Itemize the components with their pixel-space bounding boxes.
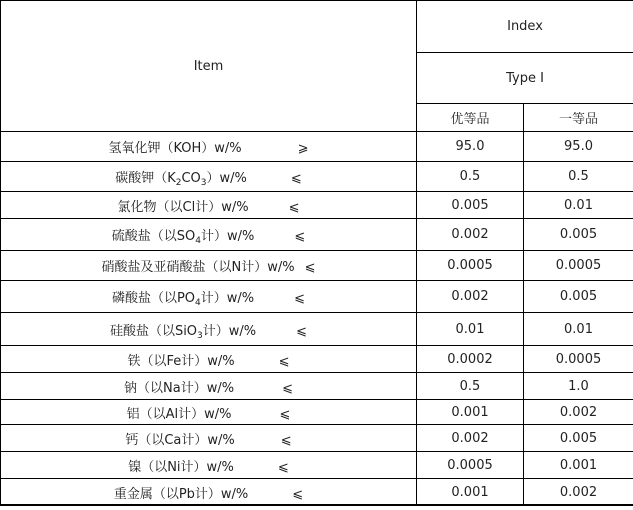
item-subscript: 3 (200, 178, 207, 188)
first-grade-value: 0.005 (524, 219, 633, 251)
item-name-text: CO (181, 171, 201, 186)
superior-grade-value: 0.001 (417, 400, 524, 425)
comparison-symbol: ⩽ (279, 406, 291, 422)
item-subscript: 4 (195, 236, 201, 246)
first-grade-value: 0.002 (524, 400, 633, 425)
item-name-text: 氯化物（以Cl计）w/% (117, 199, 249, 215)
superior-grade-value: 0.5 (417, 162, 524, 192)
superior-grade-value: 0.002 (417, 425, 524, 452)
item-cell (1, 219, 417, 251)
item-cell (1, 400, 417, 425)
first-grade-value: 1.0 (524, 373, 633, 400)
index-header: Index (417, 1, 633, 53)
item-name (118, 196, 300, 215)
comparison-symbol: ⩽ (304, 260, 316, 275)
item-name-text: 硝酸盐及亚硝酸盐（以N计）w/% (101, 260, 295, 275)
superior-grade-value: 0.002 (417, 281, 524, 313)
item-cell (1, 425, 417, 452)
superior-grade-value: 0.002 (417, 219, 524, 251)
item-cell (1, 251, 417, 281)
item-subscript: 4 (195, 298, 201, 308)
item-name-text: 镍（以Ni计）w/% (128, 459, 234, 475)
grade-first-header: 一等品 (524, 104, 633, 132)
first-grade-value: 0.5 (524, 162, 633, 192)
item-name-text: 铁（以Fe计）w/% (127, 353, 235, 369)
grade-superior-header: 优等品 (417, 104, 524, 132)
item-cell (1, 132, 417, 162)
superior-grade-value: 0.0005 (417, 251, 524, 281)
item-name-text: 计）w/% (200, 291, 255, 306)
item-subscript: 2 (175, 178, 182, 188)
superior-grade-value: 0.01 (417, 313, 524, 346)
item-name (112, 225, 306, 244)
first-grade-value: 0.002 (524, 479, 633, 506)
item-name-text: ）w/% (206, 171, 247, 186)
item-cell (1, 313, 417, 346)
table-row (1, 346, 633, 373)
table-row (1, 281, 633, 313)
table-row (1, 425, 633, 452)
item-name (110, 320, 307, 339)
item-name-text: 碳酸钾（K (115, 171, 176, 186)
item-cell (1, 281, 417, 313)
item-cell (1, 452, 417, 479)
comparison-symbol: ⩾ (297, 141, 309, 156)
item-header: Item (1, 1, 417, 132)
comparison-symbol: ⩽ (278, 353, 290, 369)
item-name-text: 计）w/% (202, 323, 257, 339)
item-name (125, 429, 291, 448)
table-row (1, 313, 633, 346)
superior-grade-value: 95.0 (417, 132, 524, 162)
item-name-text: 磷酸盐（以PO (111, 291, 196, 306)
superior-grade-value: 0.5 (417, 373, 524, 400)
first-grade-value: 0.001 (524, 452, 633, 479)
superior-grade-value: 0.001 (417, 479, 524, 506)
first-grade-value: 0.0005 (524, 346, 633, 373)
item-name (112, 287, 305, 306)
item-name-text: 氢氧化钾（KOH）w/% (108, 141, 242, 156)
item-name (114, 483, 303, 502)
table-row (1, 373, 633, 400)
table-row (1, 452, 633, 479)
item-cell (1, 346, 417, 373)
first-grade-value: 0.005 (524, 425, 633, 452)
item-name-text: 钠（以Na计）w/% (124, 380, 235, 396)
table-row (1, 400, 633, 425)
item-name (128, 456, 289, 475)
item-cell (1, 192, 417, 219)
comparison-symbol: ⩽ (294, 291, 306, 306)
item-name-text: 硫酸盐（以SO (111, 229, 196, 244)
comparison-symbol: ⩽ (294, 229, 306, 244)
table-row (1, 479, 633, 506)
item-name (102, 256, 316, 275)
comparison-symbol: ⩽ (290, 171, 302, 186)
item-name-text: 硅酸盐（以SiO (109, 323, 198, 339)
table-row (1, 162, 633, 192)
item-name-text: 重金属（以Pb计）w/% (113, 486, 249, 502)
item-cell (1, 373, 417, 400)
item-cell (1, 479, 417, 506)
table-bottom-rule (0, 504, 633, 505)
table-row (1, 251, 633, 281)
first-grade-value: 0.0005 (524, 251, 633, 281)
superior-grade-value: 0.005 (417, 192, 524, 219)
table-row (1, 219, 633, 251)
superior-grade-value: 0.0005 (417, 452, 524, 479)
item-name (124, 377, 293, 396)
table-row (1, 192, 633, 219)
superior-grade-value: 0.0002 (417, 346, 524, 373)
comparison-symbol: ⩽ (288, 199, 300, 215)
item-name-text: 计）w/% (200, 229, 255, 244)
comparison-symbol: ⩽ (296, 323, 308, 339)
table-row (1, 132, 633, 162)
item-name-text: 钙（以Ca计）w/% (125, 432, 235, 448)
type-header: Type Ⅰ (417, 53, 633, 104)
first-grade-value: 0.01 (524, 192, 633, 219)
item-name-text: 铝（以Al计）w/% (126, 406, 232, 422)
item-name (115, 167, 302, 186)
first-grade-value: 0.005 (524, 281, 633, 313)
item-name (127, 350, 289, 369)
comparison-symbol: ⩽ (280, 432, 292, 448)
first-grade-value: 95.0 (524, 132, 633, 162)
comparison-symbol: ⩽ (282, 380, 293, 396)
comparison-symbol: ⩽ (292, 486, 304, 502)
item-cell (1, 162, 417, 192)
comparison-symbol: ⩽ (277, 459, 289, 475)
item-subscript: 3 (197, 330, 203, 341)
item-name (108, 137, 308, 156)
item-name (127, 403, 291, 422)
first-grade-value: 0.01 (524, 313, 633, 346)
